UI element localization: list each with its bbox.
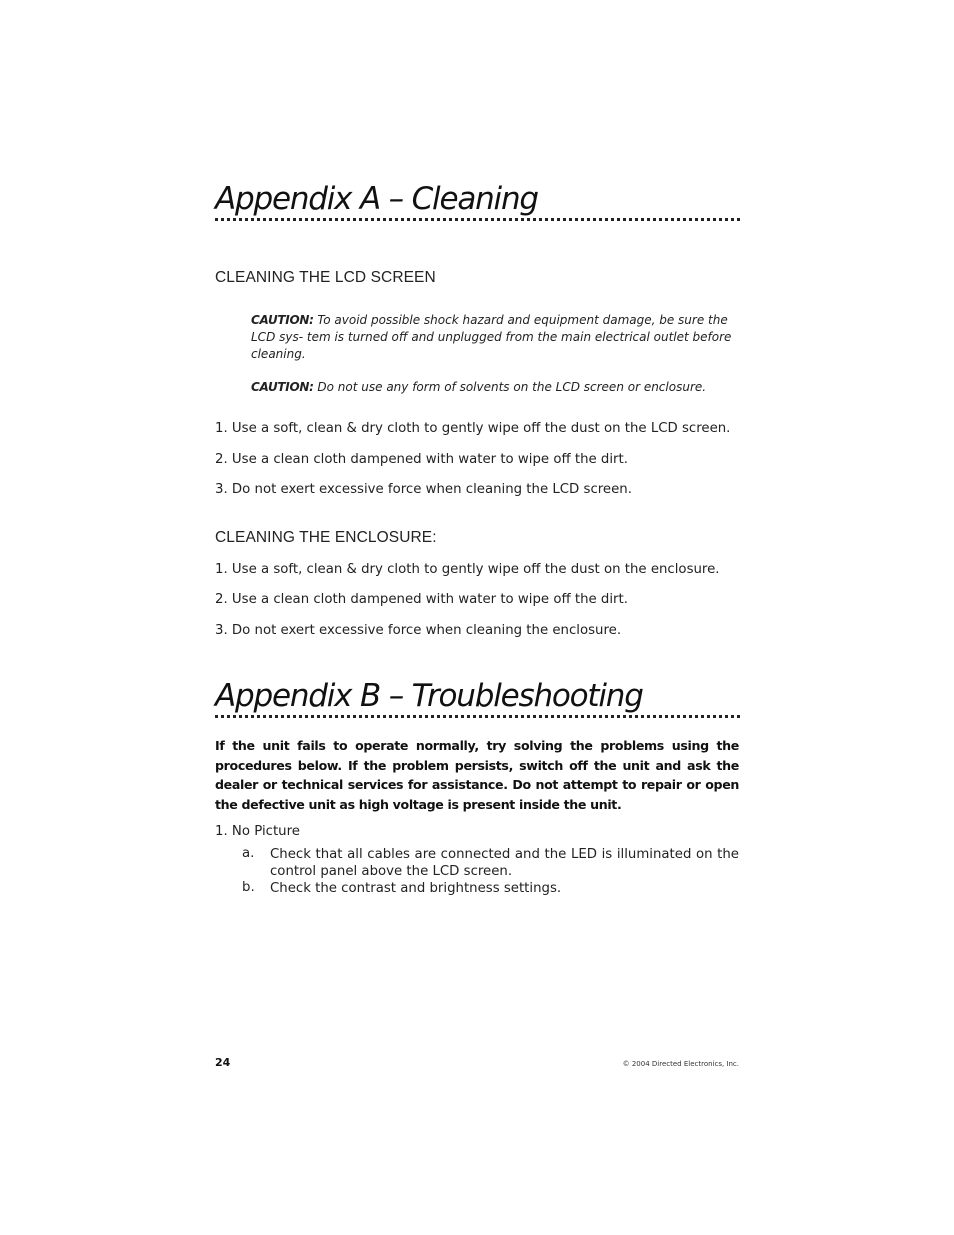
caution-label: CAUTION: [251,313,314,327]
caution-text: Do not use any form of solvents on the LCD screen or enclosure. [313,380,707,394]
page-number: 24 [215,1056,231,1069]
problem-no-picture-title: 1. No Picture [215,824,300,839]
lcd-step-3: 3. Do not exert excessive force when cleaning the LCD screen. [215,482,632,497]
enclosure-step-2: 2. Use a clean cloth dampened with water to wipe off the dirt. [215,592,628,607]
caution-text: To avoid possible shock hazard and equipment damage, be sure the LCD sys- tem is turned off and unplugged from the main electrical outlet before cleaning. [251,313,732,361]
caution-note-solvents [251,379,743,396]
troubleshooting-intro: If the unit fails to operate normally, try solving the problems using the procedures below. If the problem persists, switch off the unit and ask the dealer or technical services for assistance. Do not attempt to repair or open the defective unit as high voltage is present inside the unit. [215,738,739,812]
caution-note-shock [251,312,743,363]
sub-step-marker: a. [242,846,255,861]
lcd-step-1: 1. Use a soft, clean & dry cloth to gently wipe off the dust on the LCD screen. [215,421,731,436]
enclosure-step-3: 3. Do not exert excessive force when cleaning the enclosure. [215,623,622,638]
appendix-b-title: Appendix B – Troubleshooting [215,677,740,718]
sub-step-marker: b. [242,880,255,895]
sub-step-text: Check that all cables are connected and the LED is illuminated on the control panel above the LCD screen. [270,847,739,879]
lcd-step-2: 2. Use a clean cloth dampened with water to wipe off the dirt. [215,452,628,467]
appendix-a-title: Appendix A – Cleaning [215,180,740,221]
caution-label: CAUTION: [251,380,314,394]
enclosure-step-1: 1. Use a soft, clean & dry cloth to gently wipe off the dust on the enclosure. [215,562,720,577]
copyright-notice: © 2004 Directed Electronics, Inc. [622,1060,739,1068]
enclosure-heading: CLEANING THE ENCLOSURE: [215,529,437,546]
sub-step-text: Check the contrast and brightness settings. [270,881,562,896]
lcd-screen-heading: CLEANING THE LCD SCREEN [215,269,436,286]
